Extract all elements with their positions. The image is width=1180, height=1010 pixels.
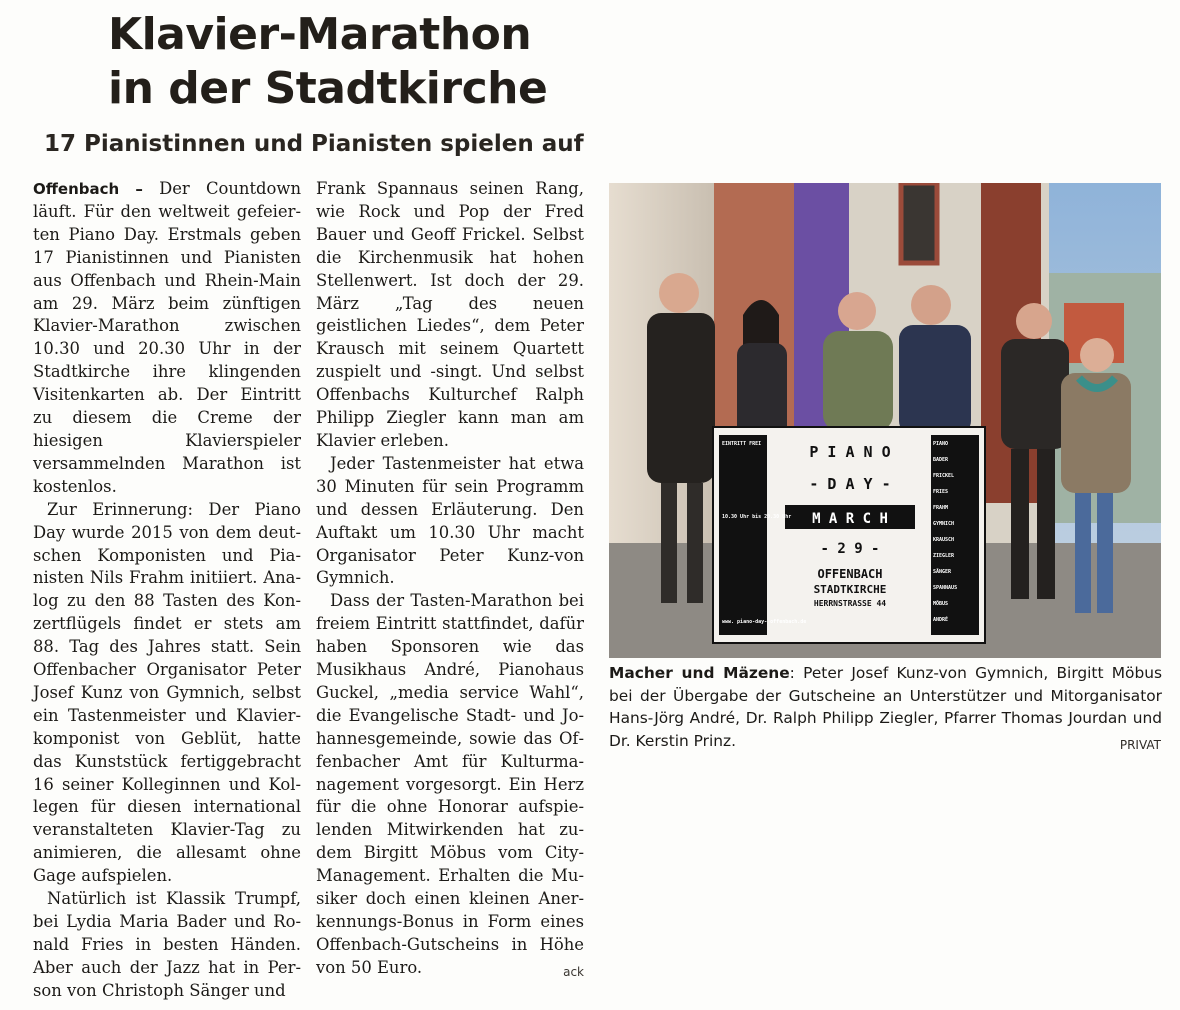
poster-name: ANDRÉ — [933, 617, 949, 623]
subheadline: 17 Pianistinnen und Pianisten spielen auf — [44, 131, 584, 157]
paragraph-2: Zur Erinnerung: Der Piano Day wurde 2015 von dem deutschen Komponisten und Pianisten Nils Frahm initiiert. Analog zu den 88 Tasten des Konzertflügels findet er stets am 88. Tag des Jahres statt. Sein Offenbacher Organisator Peter Josef Kunz von Gymnich, selbst ein Tastenmeister und Klavierkomponist von Geblüt, hatte das Kunststück fertiggebracht 16 seiner Kolleginnen und Kollegen für diesen international veranstalteten Klavier-Tag zu animieren, die allesamt ohne Gage aufspielen. — [33, 499, 301, 886]
paragraph-6-text: Dass der Tasten-Marathon bei freiem Eintritt stattfindet, dafür haben Sponsoren wie das Musikhaus André, Pianohaus Guckel, „media service Wahl“, die Evangelische Stadt- und Johannesgemeinde, sowie das Offenbacher Amt für Kulturmanagement vorgesorgt. Ein Herz für die ohne Honorar aufspielenden Mitwirkenden hat zudem Birgitt Möbus vom City-Management. Erhalten die Musiker doch einen kleinen Anerkennungs-Bonus in Form eines Offenbach-Gutscheins in Höhe von 50 Euro. — [316, 591, 584, 977]
caption-text: : Peter Josef Kunz-von Gymnich, Birgitt Möbus bei der Übergabe der Gutscheine an Unterstützer und Mitorganisator Hans-Jörg André, Dr. Ralph Philipp Ziegler, Pfarrer Thomas Jourdan und Dr. Kerstin Prinz. — [609, 664, 1162, 750]
headline-line-2: in der Stadtkirche — [108, 63, 548, 114]
caption-lead: Macher und Mäzene — [609, 664, 790, 682]
poster-name: SPANNAUS — [933, 585, 958, 591]
piano-day-poster — [713, 427, 985, 643]
poster-name: PIANO — [933, 441, 949, 447]
poster-name: BADER — [933, 457, 949, 463]
poster-date: - 2 9 - — [820, 541, 880, 557]
poster-name: FRICKEL — [933, 473, 955, 479]
poster-city: OFFENBACH — [817, 567, 883, 581]
poster-entry: EINTRITT FREI — [722, 441, 762, 447]
window — [901, 183, 937, 263]
paragraph-1 — [33, 178, 301, 499]
poster-march: M A R C H — [812, 511, 888, 527]
article-column-1 — [33, 178, 301, 1003]
poster-name: SÄNGER — [933, 569, 952, 575]
paragraph-3: Natürlich ist Klassik Trumpf, bei Lydia Maria Bader und Ronald Fries in besten Händen. Aber auch der Jazz hat in Person von Christoph Sänger und — [33, 889, 301, 1000]
poster-street: HERRNSTRASSE 44 — [813, 599, 887, 608]
poster-name: GYMNICH — [933, 521, 955, 527]
poster-name: FRAHM — [933, 505, 949, 511]
photo-credit: PRIVAT — [1119, 738, 1161, 752]
paragraph-6 — [316, 590, 584, 979]
paragraph-1-text: Der Countdown läuft. Für den weltweit gefeierten Piano Day. Erstmals geben 17 Pianistinnen und Pianisten aus Offenbach und Rhein-Main am 29. März beim zünftigen Klavier-Marathon zwischen 10.30 und 20.30 Uhr in der Stadtkirche ihre klingenden Visitenkarten ab. Der Eintritt zu diesem die Creme der hiesigen Klavierspieler versammelnden Marathon ist kostenlos. — [33, 179, 302, 496]
poster-name: KRAUSCH — [933, 537, 955, 543]
poster-name: ZIEGLER — [933, 553, 955, 559]
poster-piano: P I A N O — [809, 443, 891, 461]
author-initials: ack — [563, 964, 584, 979]
article-column-2 — [316, 178, 584, 984]
poster-time: 10.30 Uhr bis 20.30 Uhr — [722, 514, 792, 520]
headline — [108, 8, 628, 116]
poster-web: www. piano-day- offenbach.de — [722, 619, 807, 625]
dateline: Offenbach – — [33, 180, 143, 198]
photo-caption — [609, 662, 1162, 752]
headline-line-1: Klavier-Marathon — [108, 9, 532, 60]
paragraph-5: Jeder Tastenmeister hat etwa 30 Minuten für sein Programm und dessen Erläuterung. Den Auftakt um 10.30 Uhr macht Organisator Peter Kunz-von Gymnich. — [316, 453, 584, 588]
paragraph-4: Frank Spannaus seinen Rang, wie Rock und Pop der Fred Bauer und Geoff Frickel. Selbst die Kirchenmusik hat hohen Stellenwert. Ist doch der 29. März „Tag des neuen geistlichen Liedes“, dem Peter Krausch mit seinem Quartett zuspielt und -singt. Und selbst Offenbachs Kulturchef Ralph Philipp Ziegler kann man am Klavier erleben. — [316, 179, 584, 450]
article-photo — [609, 183, 1161, 658]
poster-name: FRIES — [933, 489, 949, 495]
poster-name: MÖBUS — [933, 601, 949, 607]
poster-church: STADTKIRCHE — [813, 583, 887, 596]
photo-illustration — [609, 183, 1161, 658]
poster-day: - D A Y - — [809, 475, 891, 493]
